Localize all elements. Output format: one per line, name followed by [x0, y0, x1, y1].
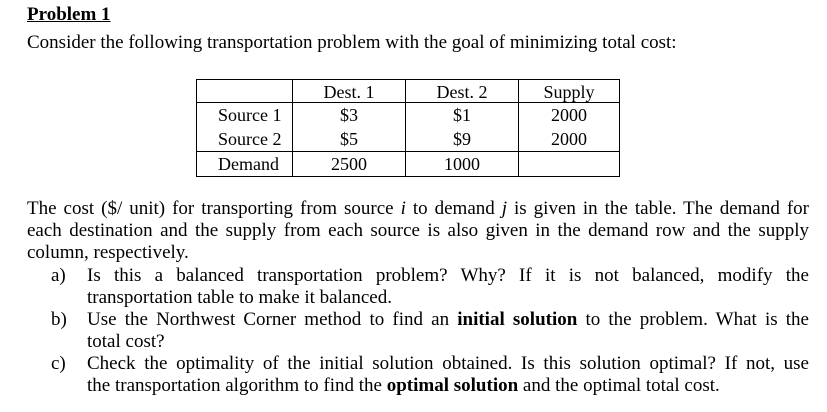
table-row — [197, 103, 620, 128]
supply-source-1: 2000 — [519, 103, 620, 128]
row-label-source-2: Source 2 — [197, 127, 293, 152]
table-row — [197, 127, 620, 152]
problem-description — [27, 198, 809, 264]
header-dest-2: Dest. 2 — [406, 80, 519, 103]
row-label-demand: Demand — [197, 152, 293, 177]
list-item — [51, 353, 809, 397]
question-c-line-2: the transportation algorithm to find the optimal solution and the optimal total cost. — [87, 375, 720, 396]
question-a-line-2: transportation table to make it balanced. — [87, 287, 392, 308]
list-item — [51, 265, 809, 309]
question-list — [51, 265, 809, 397]
row-label-source-1: Source 1 — [197, 103, 293, 128]
question-b-line-1: Use the Northwest Corner method to find an initial solution to the problem. What is the — [87, 309, 809, 330]
cost-source1-dest2: $1 — [406, 103, 519, 128]
list-item — [51, 309, 809, 353]
supply-source-2: 2000 — [519, 127, 620, 152]
problem-title: Problem 1 — [27, 4, 111, 25]
question-c-line-1: Check the optimality of the initial solution obtained. Is this solution optimal? If not, use — [87, 353, 809, 374]
problem-intro: Consider the following transportation problem with the goal of minimizing total cost: — [27, 32, 677, 53]
table-row — [197, 152, 620, 177]
demand-dest-1: 2500 — [293, 152, 406, 177]
header-supply: Supply — [519, 80, 620, 103]
cost-source2-dest2: $9 — [406, 127, 519, 152]
cost-source2-dest1: $5 — [293, 127, 406, 152]
question-b-line-2: total cost? — [87, 331, 165, 352]
description-line-3: column, respectively. — [27, 242, 189, 263]
demand-supply-empty — [519, 152, 620, 177]
question-marker-c: c) — [51, 353, 66, 374]
cost-source1-dest1: $3 — [293, 103, 406, 128]
question-marker-b: b) — [51, 309, 67, 330]
table-header-row — [197, 80, 620, 103]
table-corner-cell — [197, 80, 293, 103]
question-marker-a: a) — [51, 265, 66, 286]
description-line-2: each destination and the supply from each source is also given in the demand row and the supply — [27, 220, 809, 241]
header-dest-1: Dest. 1 — [293, 80, 406, 103]
description-line-1: The cost ($/ unit) for transporting from source i to demand j is given in the table. The demand for — [27, 198, 809, 219]
demand-dest-2: 1000 — [406, 152, 519, 177]
question-a-line-1: Is this a balanced transportation problem? Why? If it is not balanced, modify the — [87, 265, 809, 286]
transportation-table — [196, 79, 620, 177]
